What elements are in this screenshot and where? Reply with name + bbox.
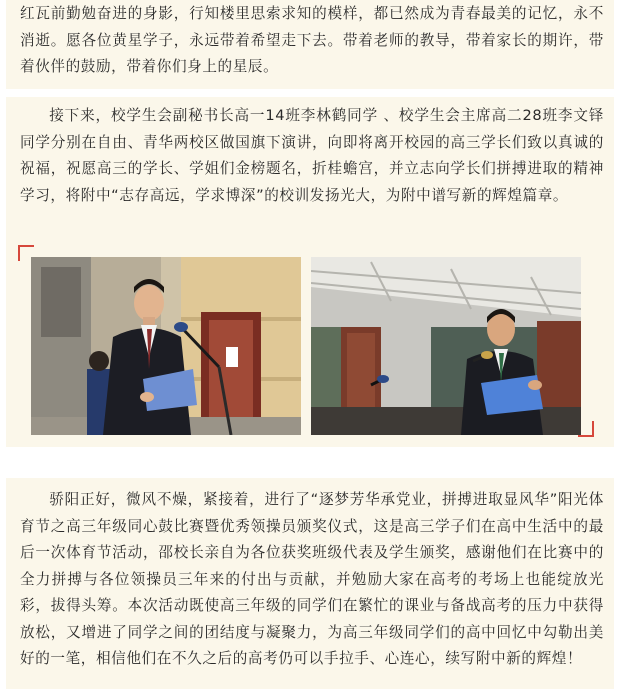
paragraph-2: 接下来，校学生会副秘书长高一14班李林鹤同学 、校学生会主席高二28班李文铎同学分别在自由、青华两校区做国旗下演讲，向即将离开校园的高三学长们致以真诚的祝福，祝愿高三的学长、学姐们金榜题名，折桂蟾宫，并立志向学长们拼搏进取的精神学习，将附中“志存高远，学求博深”的校训发扬光大，为附中谱写新的辉煌篇章。 [20,107,604,204]
paragraph-3: 骄阳正好，微风不燥，紧接着，进行了“逐梦芳华承党业，拼搏进取显风华”阳光体育节之高三年级同心鼓比赛暨优秀领操员颁奖仪式，这是高三学子们在高中生活中的最后一次体育节活动，邵校长亲自为各位获奖班级代表及学生颁奖，感谢他们在比赛中的全力拼搏与各位领操员三年来的付出与贡献，并勉励大家在高考的考场上也能绽放光彩，拔得头筹。本次活动既使高三年级的同学们在繁忙的课业与备战高考的压力中获得放松，又增进了同学之间的团结度与凝聚力，为高三年级同学们的高中回忆中勾勒出美好的一笔，相信他们在不久之后的高考仍可以手拉手、心连心，续写附中新的辉煌！ [20,491,604,667]
paragraph-1: 红瓦前勤勉奋进的身影，行知楼里思索求知的模样，都已然成为青春最美的记忆，永不消逝。愿各位黄星学子，永远带着希望走下去。带着老师的教导，带着家长的期许，带着伙伴的鼓励，带着你们身上的星辰。 [20,5,604,75]
photo-left-speech [31,257,301,435]
text-block-3 [6,478,614,689]
photo-frame [18,245,594,437]
text-block-1 [6,0,614,89]
photo-right-speech [311,257,581,435]
